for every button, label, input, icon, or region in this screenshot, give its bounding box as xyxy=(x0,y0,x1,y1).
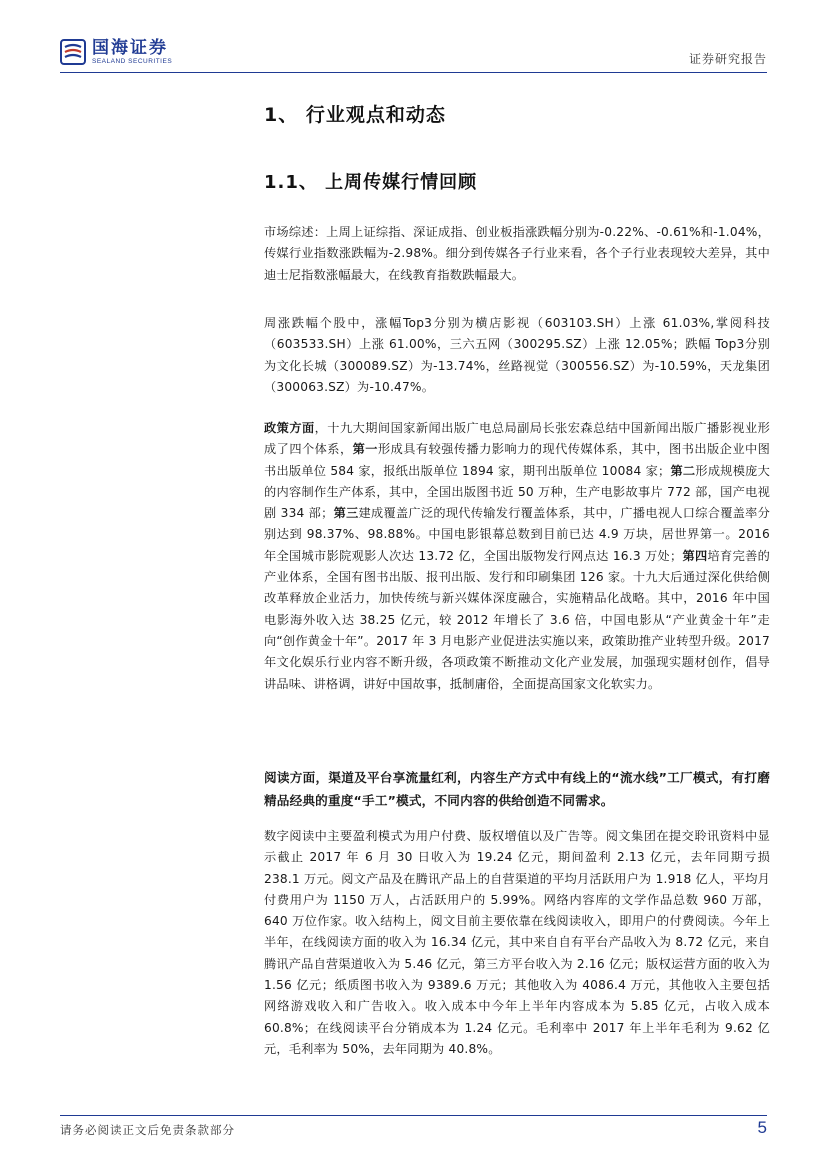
policy-first: 第一 xyxy=(352,442,378,457)
policy-paragraph xyxy=(264,418,770,695)
sealand-logo-icon xyxy=(60,39,86,65)
section-heading: 1、 行业观点和动态 xyxy=(264,104,446,126)
policy-text-2: 形成具有较强传播力影响力的现代传媒体系，其中，图书出版企业中图书出版单位 584 家，报纸出版单位 1894 家，期刊出版单位 10084 家； xyxy=(264,442,771,478)
policy-fourth: 第四 xyxy=(682,548,708,563)
footer-disclaimer: 请务必阅读正文后免责条款部分 xyxy=(60,1123,235,1137)
reading-highlight-paragraph: 阅读方面，渠道及平台享流量红利，内容生产方式中有线上的“流水线”工厂模式，有打磨精品经典的重度“手工”模式，不同内容的供给创造不同需求。 xyxy=(264,770,770,808)
policy-text-5: 培育完善的产业体系，全国有图书出版、报刊出版、发行和印刷集团 126 家。十九大后通过深化供给侧改革释放企业活力，加快传统与新兴媒体深度融合，实施精品化战略。其中，2016 年中国电影海外收入达 38.25 亿元，较 2012 年增长了 3.6 倍，中国电影从“产业黄金十年”走向“创作黄金十年”。2017 年 3 月电影产业促进法实施以来，政策助推产业转型升级。2017 年文化娱乐行业内容不断升级，各项政策不断推动文化产业发展，加强现实题材创作，倡导讲品味、讲格调，讲好中国故事，抵制庸俗，全面提高国家文化软实力。 xyxy=(264,548,770,691)
logo-chinese-name: 国海证券 xyxy=(92,37,168,58)
policy-text-3: 形成规模庞大的内容制作生产体系，其中，全国出版图书近 50 万种，生产电影故事片 772 部，国产电视剧 334 部； xyxy=(264,463,770,521)
policy-text-1: ，十九大期间国家新闻出版广电总局副局长张宏森总结中国新闻出版广播影视业形成了四个体系， xyxy=(264,421,770,457)
page-number: 5 xyxy=(757,1118,767,1137)
policy-second: 第二 xyxy=(670,463,696,478)
page-header xyxy=(60,34,767,74)
subsection-heading: 1.1、 上周传媒行情回顾 xyxy=(264,172,478,193)
policy-text-4: 建成覆盖广泛的现代传输发行覆盖体系，其中，广播电视人口综合覆盖率分别达到 98.37%、98.88%。中国电影银幕总数到目前已达 4.9 万块，居世界第一。2016 年全国城市影院观影人次达 13.72 亿，全国出版物发行网点达 16.3 万处； xyxy=(264,506,770,563)
report-type-label: 证券研究报告 xyxy=(688,52,767,66)
header-divider xyxy=(60,72,767,73)
logo-english-name: SEALAND SECURITIES xyxy=(92,57,173,65)
market-summary-paragraph: 市场综述：上周上证综指、深证成指、创业板指涨跌幅分别为-0.22%、-0.61%和-1.04%，传媒行业指数涨跌幅为-2.98%。细分到传媒各子行业来看，各个子行业表现较大差异，其中迪士尼指数涨幅最大，在线教育指数跌幅最大。 xyxy=(264,225,770,282)
policy-lead: 政策方面 xyxy=(264,421,315,435)
footer-divider xyxy=(60,1115,767,1116)
stock-movers-paragraph: 周涨跌幅个股中，涨幅Top3分别为横店影视（603103.SH）上涨 61.03%,掌阅科技（603533.SH）上涨 61.00%，三六五网（300295.SZ）上涨 12.05%；跌幅 Top3分别为文化长城（300089.SZ）为-13.74%，丝路视觉（300556.SZ）为-10.59%，天龙集团（300063.SZ）为-10.47%。 xyxy=(264,316,770,394)
digital-reading-paragraph: 数字阅读中主要盈利模式为用户付费、版权增值以及广告等。阅文集团在提交聆讯资料中显示截止 2017 年 6 月 30 日收入为 19.24 亿元，期间盈利 2.13 亿元，去年同期亏损 238.1 万元。阅文产品及在腾讯产品上的自营渠道的平均月活跃用户为 1.918 亿人，平均月付费用户为 1150 万人，占活跃用户的 5.99%。网络内容库的文学作品总数 960 万部，640 万位作家。收入结构上，阅文目前主要依靠在线阅读收入，即用户的付费阅读。今年上半年，在线阅读方面的收入为 16.34 亿元，其中来自自有平台产品收入为 8.72 亿元，来自腾讯产品自营渠道收入为 5.46 亿元，第三方平台收入为 2.16 亿元；版权运营方面的收入为 1.56 亿元；纸质图书收入为 9389.6 万元；其他收入为 4086.4 万元，其他收入主要包括网络游戏收入和广告收入。收入成本中今年上半年内容成本为 5.85 亿元，占收入成本 60.8%；在线阅读平台分销成本为 1.24 亿元。毛利率中 2017 年上半年毛利为 9.62 亿元，毛利率为 50%，去年同期为 40.8%。 xyxy=(264,829,770,1056)
policy-third: 第三 xyxy=(333,506,359,521)
company-logo xyxy=(60,34,172,70)
